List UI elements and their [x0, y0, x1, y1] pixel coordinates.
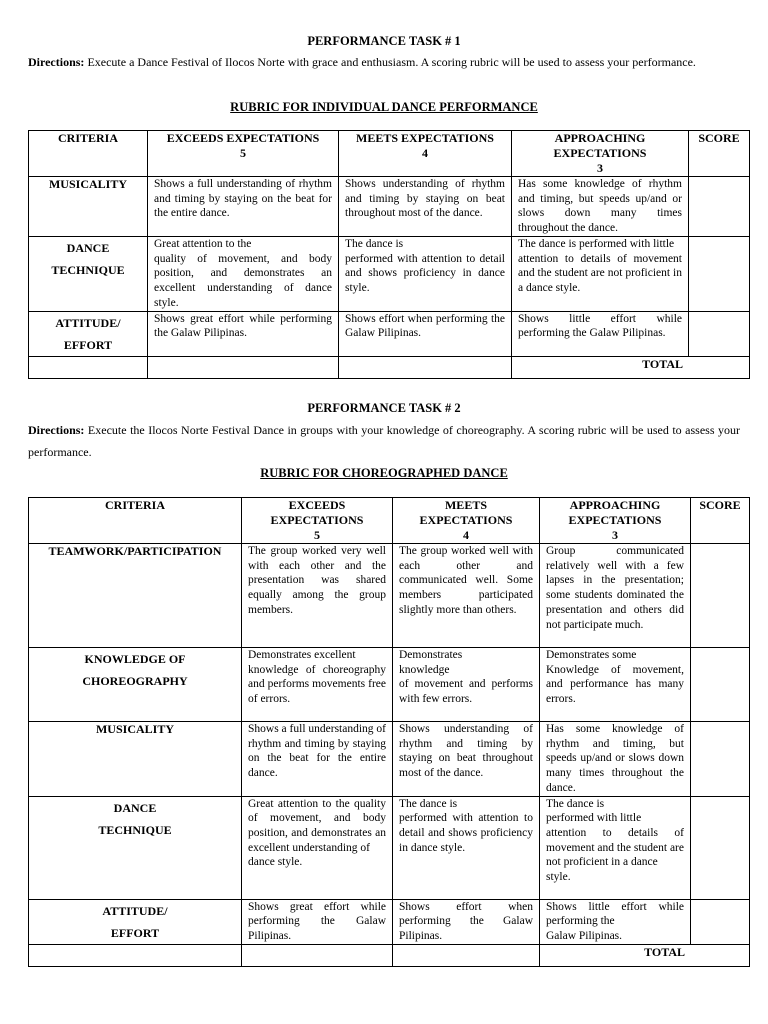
exceeds-cell: Great attention to the quality of movement, and body position, and demonstrates an excellent understanding of dance style.	[148, 237, 339, 312]
table-row	[29, 177, 750, 237]
criteria-cell: DANCE TECHNIQUE	[29, 796, 242, 899]
task1-rubric-table	[28, 130, 750, 379]
meets-cell: The dance is performed with attention to detail and shows proficiency in dance style.	[393, 796, 540, 899]
approaching-cell: The dance is performed with little attention to details of movement and the student are not proficient in a dance style.	[540, 796, 691, 899]
blank-cell	[242, 944, 393, 966]
table-row	[29, 722, 750, 797]
table-header-row	[29, 498, 750, 544]
blank-cell	[339, 356, 512, 378]
criteria-cell: ATTITUDE/ EFFORT	[29, 899, 242, 944]
header-criteria: CRITERIA	[29, 498, 242, 544]
table-row	[29, 311, 750, 356]
header-meets: MEETS EXPECTATIONS 4	[393, 498, 540, 544]
criteria-cell: MUSICALITY	[29, 722, 242, 797]
blank-cell	[393, 944, 540, 966]
approaching-cell: Has some knowledge of rhythm and timing, but speeds up/and or slows down many times throughout the dance.	[512, 177, 689, 237]
table-row	[29, 648, 750, 722]
task2-rubric-title: RUBRIC FOR CHOREOGRAPHED DANCE	[260, 466, 508, 480]
task2-rubric-table	[28, 497, 750, 967]
approaching-cell: Has some knowledge of rhythm and timing, but speeds up/and or slows down many times throughout the dance.	[540, 722, 691, 797]
score-cell[interactable]	[689, 237, 750, 312]
task1-directions	[28, 51, 740, 73]
meets-cell: Shows understanding of rhythm and timing by staying on beat throughout most of the dance.	[339, 177, 512, 237]
exceeds-cell: Demonstrates excellent knowledge of choreography and performs movements free of errors.	[242, 648, 393, 722]
meets-cell: The group worked well with each other and communicated well. Some members participated slightly more than others.	[393, 544, 540, 648]
approaching-cell: Demonstrates some Knowledge of movement, and performance has many errors.	[540, 648, 691, 722]
score-cell[interactable]	[691, 899, 750, 944]
task2-directions-text: Execute the Ilocos Norte Festival Dance in groups with your knowledge of choreography. A scoring rubric will be used to assess your performance.	[28, 423, 740, 459]
table-row	[29, 796, 750, 899]
task1-title: PERFORMANCE TASK # 1	[307, 34, 461, 48]
table-row	[29, 899, 750, 944]
task2-directions-label: Directions:	[28, 423, 85, 437]
table-header-row	[29, 131, 750, 177]
task1-directions-label: Directions:	[28, 55, 85, 69]
approaching-cell: Shows little effort while performing the Galaw Pilipinas.	[540, 899, 691, 944]
header-score: SCORE	[689, 131, 750, 177]
criteria-cell: DANCE TECHNIQUE	[29, 237, 148, 312]
meets-cell: The dance is performed with attention to detail and shows proficiency in dance style.	[339, 237, 512, 312]
header-approaching: APPROACHING EXPECTATIONS 3	[540, 498, 691, 544]
meets-cell: Demonstrates knowledge of movement and performs with few errors.	[393, 648, 540, 722]
score-cell[interactable]	[691, 648, 750, 722]
table-row	[29, 544, 750, 648]
exceeds-cell: Shows great effort while performing the Galaw Pilipinas.	[148, 311, 339, 356]
meets-cell: Shows effort when performing the Galaw Pilipinas.	[393, 899, 540, 944]
score-cell[interactable]	[691, 722, 750, 797]
task2-title: PERFORMANCE TASK # 2	[307, 401, 461, 415]
score-cell[interactable]	[689, 311, 750, 356]
criteria-cell: TEAMWORK/PARTICIPATION	[29, 544, 242, 648]
header-exceeds: EXCEEDS EXPECTATIONS 5	[148, 131, 339, 177]
task1-rubric-title: RUBRIC FOR INDIVIDUAL DANCE PERFORMANCE	[230, 100, 538, 114]
header-score: SCORE	[691, 498, 750, 544]
approaching-cell: The dance is performed with little attention to details of movement and the student are not proficient in a dance style.	[512, 237, 689, 312]
criteria-cell: MUSICALITY	[29, 177, 148, 237]
meets-cell: Shows effort when performing the Galaw Pilipinas.	[339, 311, 512, 356]
exceeds-cell: Shows a full understanding of rhythm and timing by staying on the beat for the entire dance.	[242, 722, 393, 797]
criteria-cell: ATTITUDE/ EFFORT	[29, 311, 148, 356]
header-exceeds: EXCEEDS EXPECTATIONS 5	[242, 498, 393, 544]
blank-cell	[29, 356, 148, 378]
exceeds-cell: The group worked very well with each other and the presentation was shared equally among the group members.	[242, 544, 393, 648]
blank-cell	[148, 356, 339, 378]
exceeds-cell: Shows great effort while performing the Galaw Pilipinas.	[242, 899, 393, 944]
total-label: TOTAL	[512, 356, 750, 378]
score-cell[interactable]	[691, 796, 750, 899]
header-approaching: APPROACHING EXPECTATIONS 3	[512, 131, 689, 177]
approaching-cell: Shows little effort while performing the Galaw Pilipinas.	[512, 311, 689, 356]
total-row	[29, 356, 750, 378]
total-label: TOTAL	[540, 944, 750, 966]
total-row	[29, 944, 750, 966]
table-row	[29, 237, 750, 312]
exceeds-cell: Shows a full understanding of rhythm and timing by staying on the beat for the entire dance.	[148, 177, 339, 237]
meets-cell: Shows understanding of rhythm and timing by staying on beat throughout most of the dance.	[393, 722, 540, 797]
approaching-cell: Group communicated relatively well with a few lapses in the presentation; some students dominated the presentation and others did not participate much.	[540, 544, 691, 648]
task2-directions	[28, 419, 740, 463]
score-cell[interactable]	[691, 544, 750, 648]
header-meets: MEETS EXPECTATIONS 4	[339, 131, 512, 177]
header-criteria: CRITERIA	[29, 131, 148, 177]
task1-directions-text: Execute a Dance Festival of Ilocos Norte with grace and enthusiasm. A scoring rubric will be used to assess your performance.	[84, 55, 696, 69]
criteria-cell: KNOWLEDGE OF CHOREOGRAPHY	[29, 648, 242, 722]
blank-cell	[29, 944, 242, 966]
score-cell[interactable]	[689, 177, 750, 237]
exceeds-cell: Great attention to the quality of movement, and body position, and demonstrates an excellent understanding of dance style.	[242, 796, 393, 899]
